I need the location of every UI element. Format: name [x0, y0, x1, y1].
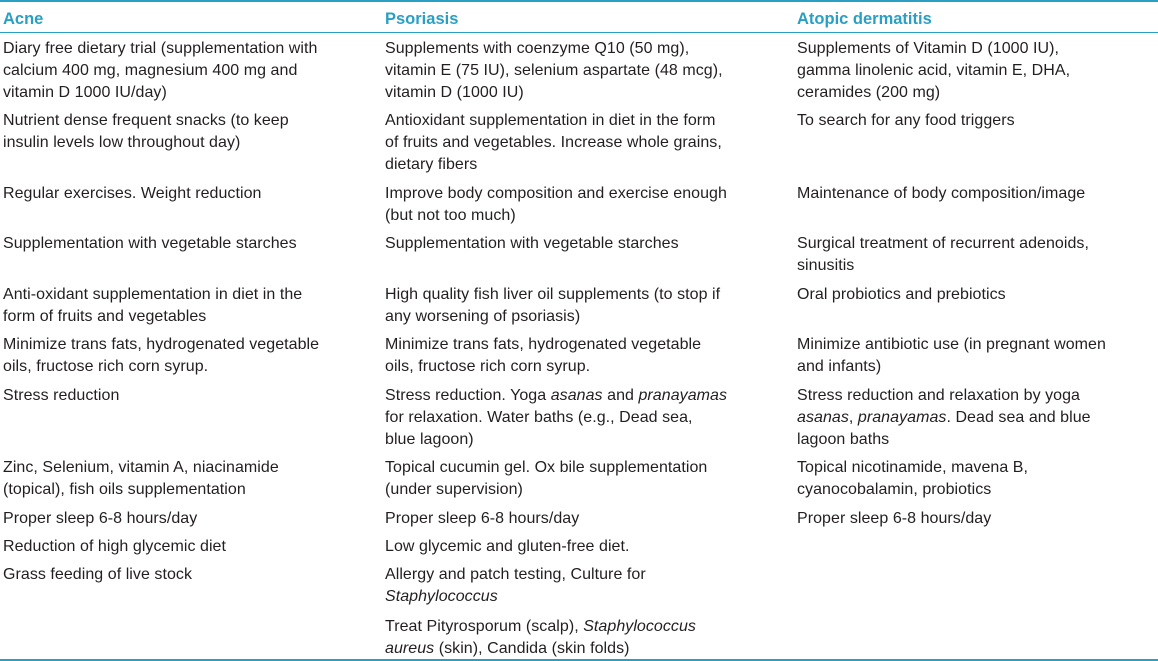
cell-line: ceramides (200 mg) [797, 84, 941, 102]
cell-line: Zinc, Selenium, vitamin A, niacinamide [3, 459, 279, 476]
table-cell-psoriasis [385, 385, 727, 452]
cell-line: Stress reduction [3, 387, 120, 404]
table-cell-psoriasis [385, 564, 646, 608]
cell-line: (under supervision) [385, 481, 523, 499]
cell-line: vitamin D 1000 IU/day) [3, 84, 167, 102]
table-cell-acne [3, 508, 197, 530]
cell-line: vitamin D (1000 IU) [385, 84, 524, 102]
cell-line: To search for any food triggers [797, 112, 1015, 129]
header-rule [0, 32, 1158, 33]
cell-line: sinusitis [797, 257, 855, 275]
cell-line: Antioxidant supplementation in diet in the form [385, 112, 716, 129]
cell-line: Proper sleep 6-8 hours/day [3, 510, 198, 527]
table-cell-acne [3, 38, 317, 105]
cell-line: insulin levels low throughout day) [3, 134, 241, 152]
cell-line: for relaxation. Water baths (e.g., Dead sea, [385, 409, 693, 427]
cell-line: Minimize trans fats, hydrogenated vegetable [385, 336, 702, 353]
cell-line: Allergy and patch testing, Culture for [385, 566, 646, 583]
table-cell-acne [3, 457, 279, 501]
cell-line: Stress reduction and relaxation by yoga [797, 387, 1081, 404]
cell-line: Minimize trans fats, hydrogenated vegetable [3, 336, 320, 353]
table-cell-psoriasis [385, 233, 679, 255]
column-header-acne: Acne [3, 10, 44, 28]
table-cell-acne [3, 564, 192, 586]
cell-line: Maintenance of body composition/image [797, 185, 1086, 202]
table-cell-atopic-dermatitis [797, 508, 991, 530]
table-cell-psoriasis [385, 616, 696, 660]
cell-line: Staphylococcus [385, 588, 498, 606]
cell-line: Topical cucumin gel. Ox bile supplementation [385, 459, 708, 476]
table-cell-psoriasis [385, 183, 727, 227]
cell-line: Supplementation with vegetable starches [385, 235, 679, 252]
table-cell-psoriasis [385, 457, 707, 501]
cell-line: Oral probiotics and prebiotics [797, 286, 1006, 303]
table-cell-psoriasis [385, 334, 701, 378]
cell-line: Supplementation with vegetable starches [3, 235, 297, 252]
table-cell-atopic-dermatitis [797, 38, 1070, 105]
cell-line: of fruits and vegetables. Increase whole grains, [385, 134, 722, 152]
cell-line: Supplements with coenzyme Q10 (50 mg), [385, 40, 690, 57]
cell-line: calcium 400 mg, magnesium 400 mg and [3, 62, 298, 80]
cell-line: High quality fish liver oil supplements (to stop if [385, 286, 721, 303]
column-header-psoriasis: Psoriasis [385, 10, 459, 28]
cell-line: Treat Pityrosporum (scalp), Staphylococcus [385, 618, 696, 635]
cell-line: Grass feeding of live stock [3, 566, 192, 583]
cell-line: blue lagoon) [385, 431, 474, 449]
table-cell-psoriasis [385, 38, 723, 105]
cell-line: asanas, pranayamas. Dead sea and blue [797, 409, 1091, 427]
table-cell-psoriasis [385, 508, 579, 530]
table-cell-acne [3, 183, 261, 205]
cell-line: (but not too much) [385, 207, 516, 225]
table-cell-acne [3, 334, 319, 378]
table-top-rule [0, 0, 1158, 2]
table-cell-atopic-dermatitis [797, 183, 1085, 205]
cell-line: Diary free dietary trial (supplementation with [3, 40, 318, 57]
table-cell-psoriasis [385, 110, 722, 177]
cell-line: Minimize antibiotic use (in pregnant women [797, 336, 1106, 353]
cell-line: gamma linolenic acid, vitamin E, DHA, [797, 62, 1071, 80]
cell-line: Low glycemic and gluten-free diet. [385, 538, 630, 555]
cell-line: Proper sleep 6-8 hours/day [797, 510, 992, 527]
cell-line: cyanocobalamin, probiotics [797, 481, 992, 499]
table-cell-psoriasis [385, 284, 720, 328]
table-cell-atopic-dermatitis [797, 457, 1028, 501]
table-cell-acne [3, 536, 226, 558]
cell-line: and infants) [797, 358, 882, 376]
cell-line: oils, fructose rich corn syrup. [3, 358, 209, 376]
cell-line: dietary fibers [385, 156, 478, 174]
table-cell-acne [3, 110, 289, 154]
cell-line: Topical nicotinamide, mavena B, [797, 459, 1029, 476]
cell-line: any worsening of psoriasis) [385, 308, 581, 326]
column-header-atopic-dermatitis: Atopic dermatitis [797, 10, 932, 28]
cell-line: Surgical treatment of recurrent adenoids, [797, 235, 1089, 252]
cell-line: Regular exercises. Weight reduction [3, 185, 262, 202]
cell-line: vitamin E (75 IU), selenium aspartate (48 mcg), [385, 62, 723, 80]
cell-line: aureus (skin), Candida (skin folds) [385, 640, 630, 658]
table-cell-atopic-dermatitis [797, 385, 1091, 452]
cell-line: lagoon baths [797, 431, 890, 449]
cell-line: Supplements of Vitamin D (1000 IU), [797, 40, 1060, 57]
cell-line: Improve body composition and exercise enough [385, 185, 727, 202]
cell-line: Reduction of high glycemic diet [3, 538, 227, 555]
table-cell-atopic-dermatitis [797, 334, 1106, 378]
table-cell-acne [3, 284, 302, 328]
cell-line: Stress reduction. Yoga asanas and pranayamas [385, 387, 728, 404]
cell-line: form of fruits and vegetables [3, 308, 207, 326]
table-cell-atopic-dermatitis [797, 284, 1006, 306]
cell-line: oils, fructose rich corn syrup. [385, 358, 591, 376]
cell-line: (topical), fish oils supplementation [3, 481, 246, 499]
cell-line: Anti-oxidant supplementation in diet in the [3, 286, 303, 303]
table-cell-acne [3, 233, 297, 255]
table-cell-acne [3, 385, 119, 407]
cell-line: Nutrient dense frequent snacks (to keep [3, 112, 289, 129]
cell-line: Proper sleep 6-8 hours/day [385, 510, 580, 527]
table-cell-psoriasis [385, 536, 630, 558]
table-cell-atopic-dermatitis [797, 233, 1089, 277]
table-cell-atopic-dermatitis [797, 110, 1015, 132]
